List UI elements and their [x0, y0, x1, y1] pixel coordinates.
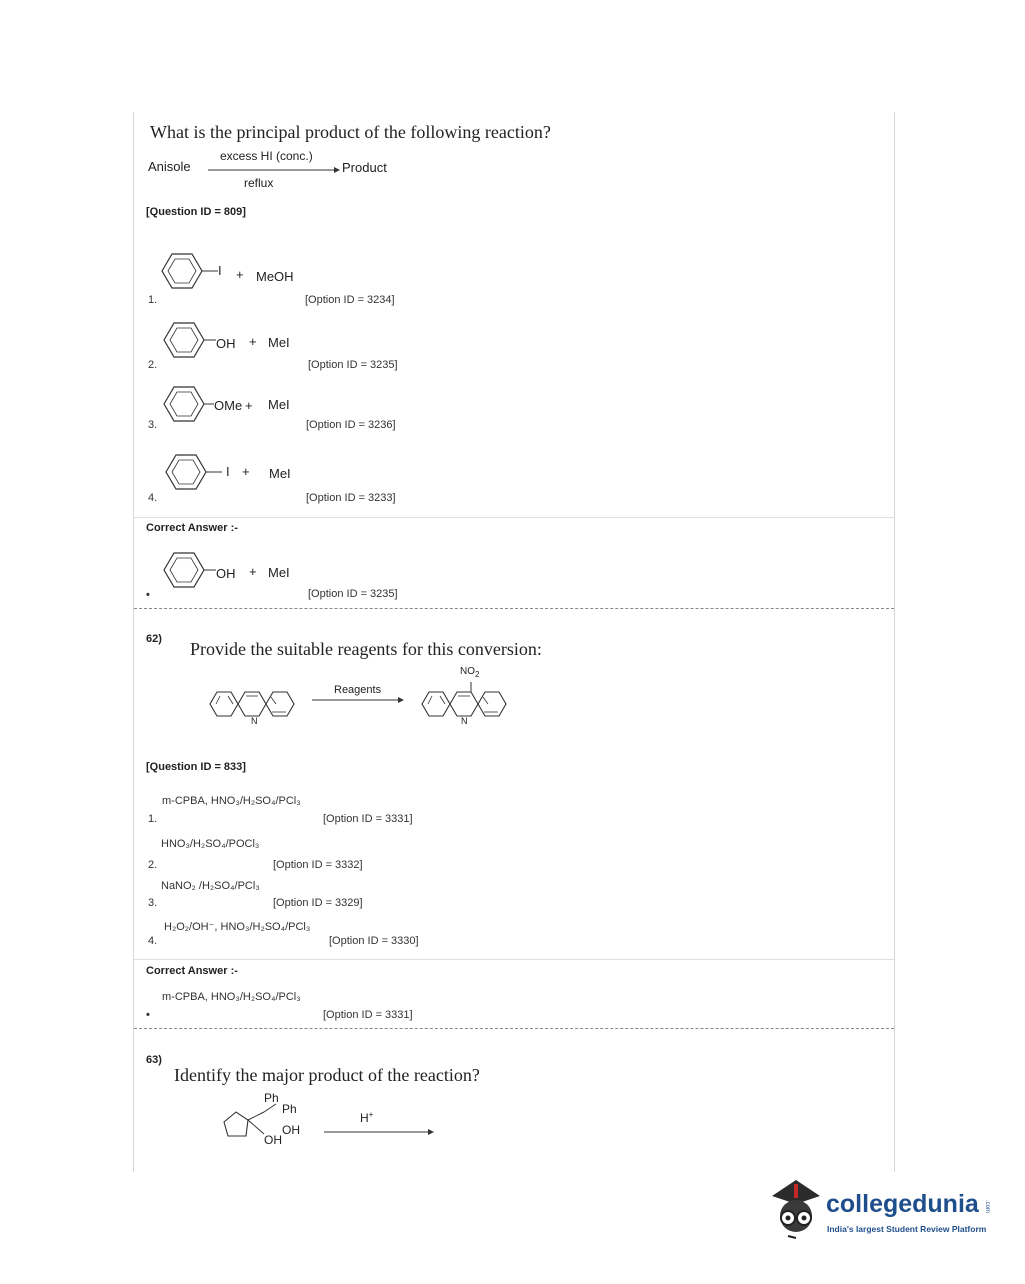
q61-reaction-arrow: [208, 167, 340, 175]
q62-opt3-id: [Option ID = 3329]: [273, 897, 363, 909]
divider: [134, 517, 894, 518]
q62-n-right: N: [461, 716, 468, 726]
q62-opt4-num: 4.: [148, 935, 158, 947]
q61-correct-group: OH: [216, 566, 236, 581]
q61-opt2-id: [Option ID = 3235]: [308, 359, 398, 371]
q61-opt4-group: I: [226, 464, 230, 479]
q62-question-id: [Question ID = 833]: [146, 761, 246, 773]
q61-opt3-plus: +: [245, 398, 253, 413]
q63-reagent: H+: [360, 1110, 374, 1125]
benzene-ring-icon: [164, 320, 224, 360]
q62-no2-label: $NO_2$: [460, 666, 480, 679]
q61-correct-partner: MeI: [268, 565, 290, 580]
benzene-ring-icon: [164, 550, 224, 590]
q61-correct-bullet: •: [146, 589, 150, 601]
q62-opt4-text: H₂O₂/OH⁻, HNO₃/H₂SO₄/PCl₃: [164, 921, 311, 933]
question-separator: [134, 608, 894, 609]
q61-opt2-num: 2.: [148, 359, 158, 371]
q63-oh2: OH: [264, 1133, 282, 1147]
mascot-icon: [766, 1178, 824, 1240]
q61-reagent-bottom: reflux: [244, 176, 274, 190]
q63-number: 63): [146, 1054, 162, 1066]
q63-reaction-arrow: [324, 1129, 434, 1137]
exam-sheet: [133, 112, 895, 1172]
q62-correct-bullet: •: [146, 1009, 150, 1021]
q62-correct-text: m-CPBA, HNO₃/H₂SO₄/PCl₃: [162, 991, 301, 1003]
q62-title: Provide the suitable reagents for this conversion:: [190, 639, 542, 659]
collegedunia-logo[interactable]: [766, 1176, 1006, 1246]
q61-opt2-plus: +: [249, 334, 257, 349]
q61-opt1-partner: MeOH: [256, 269, 294, 284]
logo-tagline: India's largest Student Review Platform: [827, 1224, 987, 1234]
q62-correct-label: Correct Answer :-: [146, 965, 238, 977]
q62-correct-id: [Option ID = 3331]: [323, 1009, 413, 1021]
q62-number: 62): [146, 633, 162, 645]
q61-opt1-num: 1.: [148, 294, 158, 306]
q62-opt3-text: NaNO₂ /H₂SO₄/PCl₃: [161, 880, 260, 892]
q63-oh1: OH: [282, 1123, 300, 1137]
q61-question-id: [Question ID = 809]: [146, 206, 246, 218]
q62-arrow-label: Reagents: [334, 684, 382, 696]
q61-opt4-plus: +: [242, 464, 250, 479]
logo-name: collegedunia: [826, 1190, 979, 1218]
q62-opt1-text: m-CPBA, HNO₃/H₂SO₄/PCl₃: [162, 795, 301, 807]
q61-correct-plus: +: [249, 564, 257, 579]
q61-opt1-plus: +: [236, 267, 244, 282]
q61-product: Product: [342, 160, 387, 175]
q61-opt1-id: [Option ID = 3234]: [305, 294, 395, 306]
q62-opt2-id: [Option ID = 3332]: [273, 859, 363, 871]
q61-opt4-id: [Option ID = 3233]: [306, 492, 396, 504]
q61-opt4-partner: MeI: [269, 466, 291, 481]
q61-opt2-partner: MeI: [268, 335, 290, 350]
q63-ph2: Ph: [282, 1102, 297, 1116]
question-separator: [134, 1028, 894, 1029]
q62-opt1-id: [Option ID = 3331]: [323, 813, 413, 825]
q61-opt3-num: 3.: [148, 419, 158, 431]
benzene-ring-icon: [166, 452, 226, 492]
q63-title: Identify the major product of the reaction?: [174, 1065, 480, 1085]
q61-opt3-id: [Option ID = 3236]: [306, 419, 396, 431]
benzene-ring-icon: [162, 251, 222, 291]
q61-opt4-num: 4.: [148, 492, 158, 504]
q63-ph1: Ph: [264, 1091, 279, 1105]
q62-opt2-num: 2.: [148, 859, 158, 871]
q62-reaction-arrow: [312, 697, 404, 705]
q61-opt2-group: OH: [216, 336, 236, 351]
logo-dotcom: .com: [984, 1200, 990, 1214]
q61-correct-id: [Option ID = 3235]: [308, 588, 398, 600]
q62-opt3-num: 3.: [148, 897, 158, 909]
q62-opt1-num: 1.: [148, 813, 158, 825]
q62-opt4-id: [Option ID = 3330]: [329, 935, 419, 947]
q61-correct-label: Correct Answer :-: [146, 522, 238, 534]
divider: [134, 959, 894, 960]
q61-opt1-group: I: [218, 263, 222, 278]
q61-opt3-partner: MeI: [268, 397, 290, 412]
q62-n-left: N: [251, 716, 258, 726]
q61-opt3-group: OMe: [214, 398, 243, 413]
q61-title: What is the principal product of the following reaction?: [150, 122, 551, 142]
q62-opt2-text: HNO₃/H₂SO₄/POCl₃: [161, 838, 260, 850]
q61-reagent-top: excess HI (conc.): [220, 149, 313, 163]
q61-reactant: Anisole: [148, 159, 191, 174]
